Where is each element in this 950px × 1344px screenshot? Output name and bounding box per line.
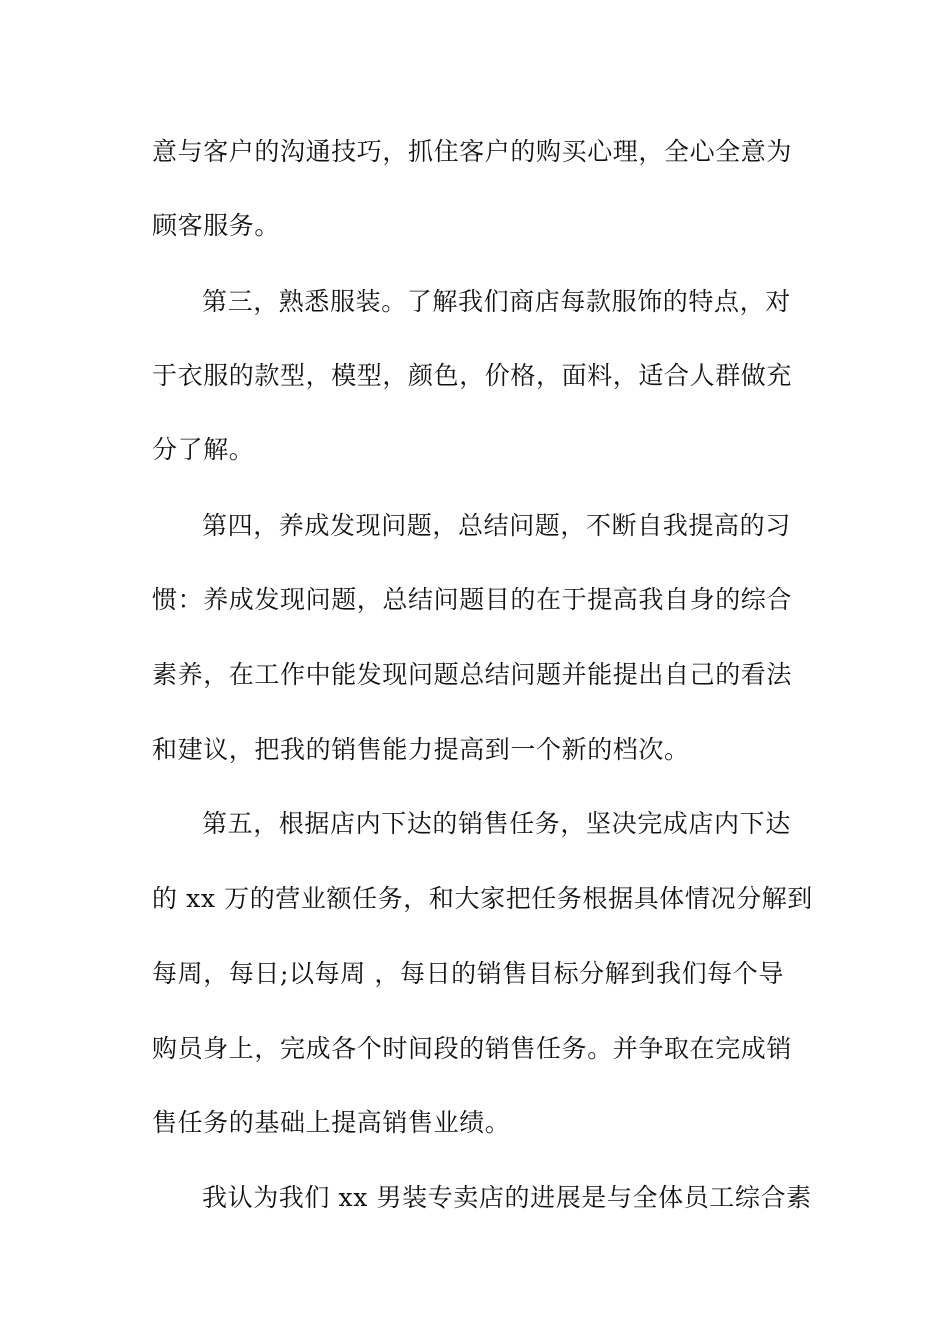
text-line: 顾客服务。 bbox=[152, 211, 281, 240]
text-line: 分了解。 bbox=[152, 435, 255, 464]
text-line: 于衣服的款型，模型，颜色，价格，面料，适合人群做充 bbox=[152, 361, 793, 390]
text-line: 素养，在工作中能发现问题总结问题并能提出自己的看法 bbox=[152, 660, 793, 689]
text-line: 的 xx 万的营业额任务，和大家把任务根据具体情况分解到 bbox=[152, 884, 813, 913]
text-line: 惯：养成发现问题，总结问题目的在于提高我自身的综合 bbox=[152, 585, 793, 614]
paragraph-start-line: 第五，根据店内下达的销售任务，坚决完成店内下达 bbox=[202, 809, 791, 838]
paragraph-start-line: 第四，养成发现问题，总结问题，不断自我提高的习 bbox=[202, 511, 791, 540]
text-line: 和建议，把我的销售能力提高到一个新的档次。 bbox=[152, 735, 690, 764]
text-line: 售任务的基础上提高销售业绩。 bbox=[152, 1108, 511, 1137]
text-line: 购员身上，完成各个时间段的销售任务。并争取在完成销 bbox=[152, 1034, 793, 1063]
text-line: 意与客户的沟通技巧，抓住客户的购买心理，全心全意为 bbox=[152, 137, 793, 166]
paragraph-start-line: 我认为我们 xx 男装专卖店的进展是与全体员工综合素 bbox=[202, 1183, 812, 1212]
text-line: 每周，每日;以每周 ，每日的销售目标分解到我们每个导 bbox=[152, 959, 784, 988]
paragraph-start-line: 第三，熟悉服装。了解我们商店每款服饰的特点，对 bbox=[202, 287, 791, 316]
